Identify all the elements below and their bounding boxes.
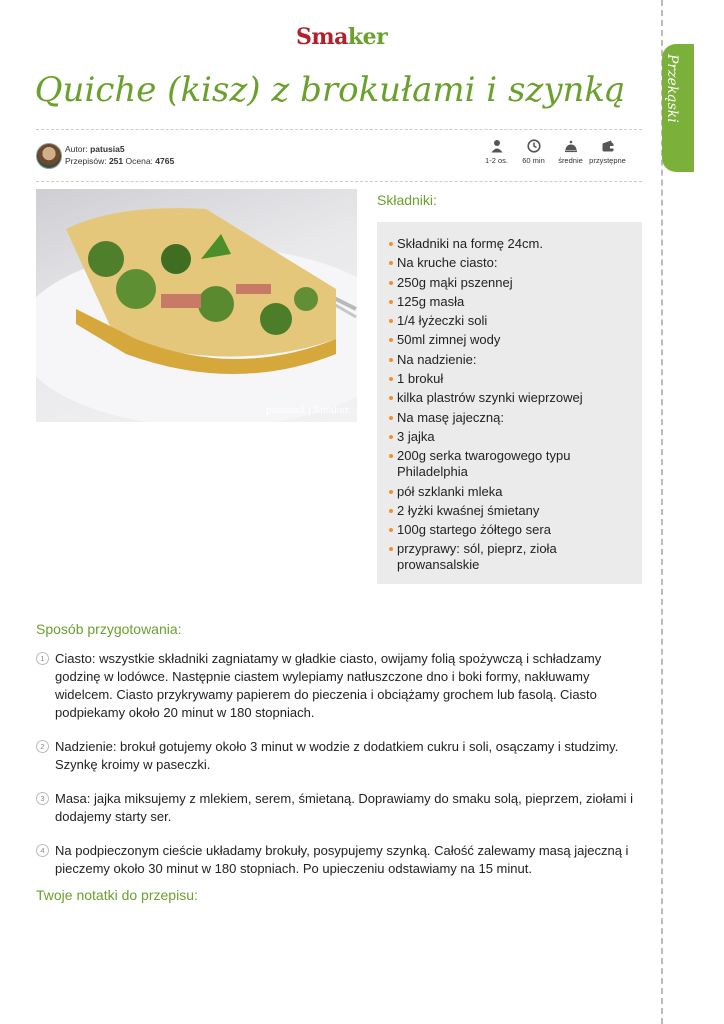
meta-servings-label: 1-2 os. <box>485 156 508 165</box>
preparation-step <box>36 650 636 722</box>
ingredients-box <box>377 222 642 584</box>
notes-title: Twoje notatki do przepisu: <box>36 887 198 903</box>
author-name[interactable]: patusia5 <box>90 144 125 154</box>
preparation-step <box>36 842 636 878</box>
wallet-icon <box>601 139 615 153</box>
ingredient-item: pół szklanki mleka <box>397 484 632 500</box>
rating-value: 4765 <box>155 156 175 166</box>
rating-label: Ocena: <box>125 156 153 166</box>
logo-part-2: ker <box>347 24 388 50</box>
meta-difficulty-label: średnie <box>558 156 583 165</box>
step-number: 1 <box>36 652 49 665</box>
step-text: Na podpieczonym cieście układamy brokuły, posypujemy szynką. Całość zalewamy masą jajeczną i pieczemy około 30 minut w 180 stopniach. Po upieczeniu odstawiamy na 15 minut. <box>55 843 629 876</box>
preparation-step <box>36 738 636 774</box>
step-text: Nadzienie: brokuł gotujemy około 3 minut w wodzie z dodatkiem cukru i soli, osączamy i studzimy. Szynkę kroimy w paseczki. <box>55 739 619 772</box>
meta-servings <box>478 139 515 165</box>
recipe-title: Quiche (kisz) z brokułami i szynką <box>34 70 626 110</box>
quiche-slice-image <box>36 189 357 422</box>
meta-cost <box>589 139 626 165</box>
divider-meta <box>36 181 642 182</box>
ingredient-item: 100g startego żółtego sera <box>397 522 632 538</box>
ingredient-item: Na kruche ciasto: <box>397 255 632 271</box>
step-number: 2 <box>36 740 49 753</box>
author-label: Autor: <box>65 144 88 154</box>
step-number: 3 <box>36 792 49 805</box>
ingredient-item: Na nadzienie: <box>397 352 632 368</box>
author-avatar[interactable] <box>36 143 62 169</box>
ingredient-item: kilka plastrów szynki wieprzowej <box>397 390 632 406</box>
ingredient-item: 250g mąki pszennej <box>397 275 632 291</box>
ingredient-item: 2 łyżki kwaśnej śmietany <box>397 503 632 519</box>
person-icon <box>490 139 504 153</box>
recipe-photo <box>36 189 357 422</box>
preparation-steps <box>36 650 636 894</box>
ingredient-item: 1 brokuł <box>397 371 632 387</box>
step-number: 4 <box>36 844 49 857</box>
author-info <box>65 143 174 167</box>
smaker-logo[interactable] <box>296 24 387 50</box>
difficulty-icon <box>564 139 578 153</box>
meta-difficulty <box>552 139 589 165</box>
step-text: Ciasto: wszystkie składniki zagniatamy w gładkie ciasto, owijamy folią spożywczą i schładzamy godzinę w lodówce. Następnie ciastem wylepiamy natłuszczone dno i boki formy, nakłuwamy widelcem. Ciasto przykrywamy papierem do pieczenia i obciążamy grochem lub fasolą. Ciasto podpiekamy około 20 minut w 180 stopniach. <box>55 651 602 720</box>
clock-icon <box>527 139 541 153</box>
preparation-title: Sposób przygotowania: <box>36 621 182 637</box>
category-tab-label: Przekąski <box>664 54 680 123</box>
meta-time-label: 60 min <box>522 156 545 165</box>
ingredient-item: przyprawy: sól, pieprz, zioła prowansalskie <box>397 541 632 573</box>
logo-part-1: Sma <box>296 24 348 50</box>
meta-time <box>515 139 552 165</box>
ingredient-item: Na masę jajeczną: <box>397 410 632 426</box>
divider-top <box>36 129 642 130</box>
step-text: Masa: jajka miksujemy z mlekiem, serem, śmietaną. Doprawiamy do smaku solą, pieprzem, ziołami i dodajemy starty ser. <box>55 791 633 824</box>
ingredient-item: 125g masła <box>397 294 632 310</box>
photo-watermark: patusia5 | Smaker <box>265 406 349 416</box>
ingredient-item: 1/4 łyżeczki soli <box>397 313 632 329</box>
category-tab[interactable] <box>662 44 694 172</box>
ingredient-item: 200g serka twarogowego typu Philadelphia <box>397 448 632 480</box>
ingredient-item: 50ml zimnej wody <box>397 332 632 348</box>
ingredient-item: Składniki na formę 24cm. <box>397 236 632 252</box>
ingredient-item: 3 jajka <box>397 429 632 445</box>
preparation-step <box>36 790 636 826</box>
meta-cost-label: przystępne <box>589 156 626 165</box>
recipes-count: 251 <box>108 156 124 166</box>
recipe-meta <box>478 139 626 165</box>
recipes-label: Przepisów: <box>65 156 107 166</box>
ingredients-list <box>377 222 642 573</box>
ingredients-title: Składniki: <box>377 192 437 208</box>
